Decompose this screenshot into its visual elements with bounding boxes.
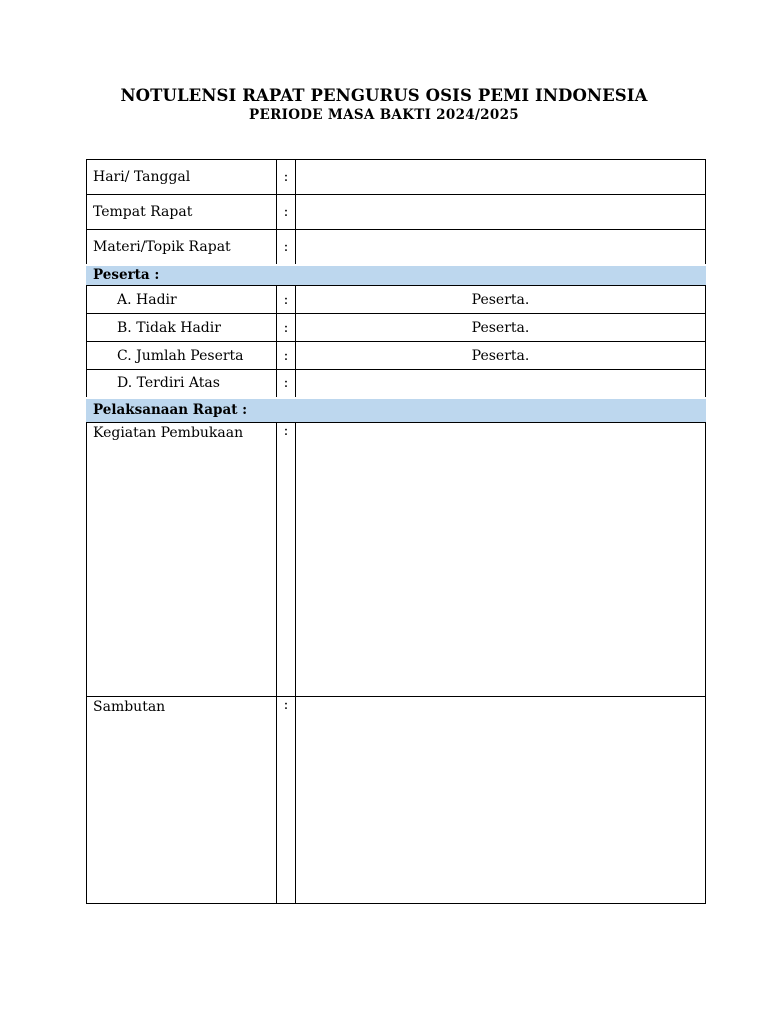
colon: : bbox=[277, 342, 296, 370]
document-title: NOTULENSI RAPAT PENGURUS OSIS PEMI INDONESIA bbox=[120, 86, 648, 105]
colon: : bbox=[277, 230, 296, 265]
place-label: Tempat Rapat bbox=[87, 195, 277, 230]
colon: : bbox=[277, 697, 296, 904]
row-opening bbox=[87, 423, 706, 697]
consists-label: D. Terdiri Atas bbox=[87, 370, 277, 398]
topic-label: Materi/Topik Rapat bbox=[87, 230, 277, 265]
place-value-cell[interactable] bbox=[296, 195, 706, 230]
row-absent bbox=[87, 314, 706, 342]
date-value-cell[interactable] bbox=[296, 160, 706, 195]
section-execution bbox=[87, 398, 706, 423]
speech-label: Sambutan bbox=[87, 697, 277, 904]
colon: : bbox=[277, 195, 296, 230]
colon: : bbox=[277, 314, 296, 342]
row-consists bbox=[87, 370, 706, 398]
total-label: C. Jumlah Peserta bbox=[87, 342, 277, 370]
document-subtitle: PERIODE MASA BAKTI 2024/2025 bbox=[249, 107, 519, 123]
opening-label: Kegiatan Pembukaan bbox=[87, 423, 277, 697]
speech-value-cell[interactable] bbox=[296, 697, 706, 904]
row-speech bbox=[87, 697, 706, 904]
colon: : bbox=[277, 286, 296, 314]
colon: : bbox=[277, 423, 296, 697]
section-participants bbox=[87, 265, 706, 286]
execution-section-label: Pelaksanaan Rapat : bbox=[87, 398, 706, 423]
total-value[interactable]: Peserta. bbox=[296, 342, 706, 370]
colon: : bbox=[277, 370, 296, 398]
row-place bbox=[87, 195, 706, 230]
colon: : bbox=[277, 160, 296, 195]
topic-value-cell[interactable] bbox=[296, 230, 706, 265]
participants-section-label: Peserta : bbox=[87, 265, 706, 286]
absent-label: B. Tidak Hadir bbox=[87, 314, 277, 342]
row-topic bbox=[87, 230, 706, 265]
minutes-form-table bbox=[86, 159, 706, 904]
present-label: A. Hadir bbox=[87, 286, 277, 314]
row-total bbox=[87, 342, 706, 370]
present-value[interactable]: Peserta. bbox=[296, 286, 706, 314]
row-present bbox=[87, 286, 706, 314]
consists-value-cell[interactable] bbox=[296, 370, 706, 398]
absent-value[interactable]: Peserta. bbox=[296, 314, 706, 342]
row-date bbox=[87, 160, 706, 195]
date-label: Hari/ Tanggal bbox=[87, 160, 277, 195]
opening-value-cell[interactable] bbox=[296, 423, 706, 697]
